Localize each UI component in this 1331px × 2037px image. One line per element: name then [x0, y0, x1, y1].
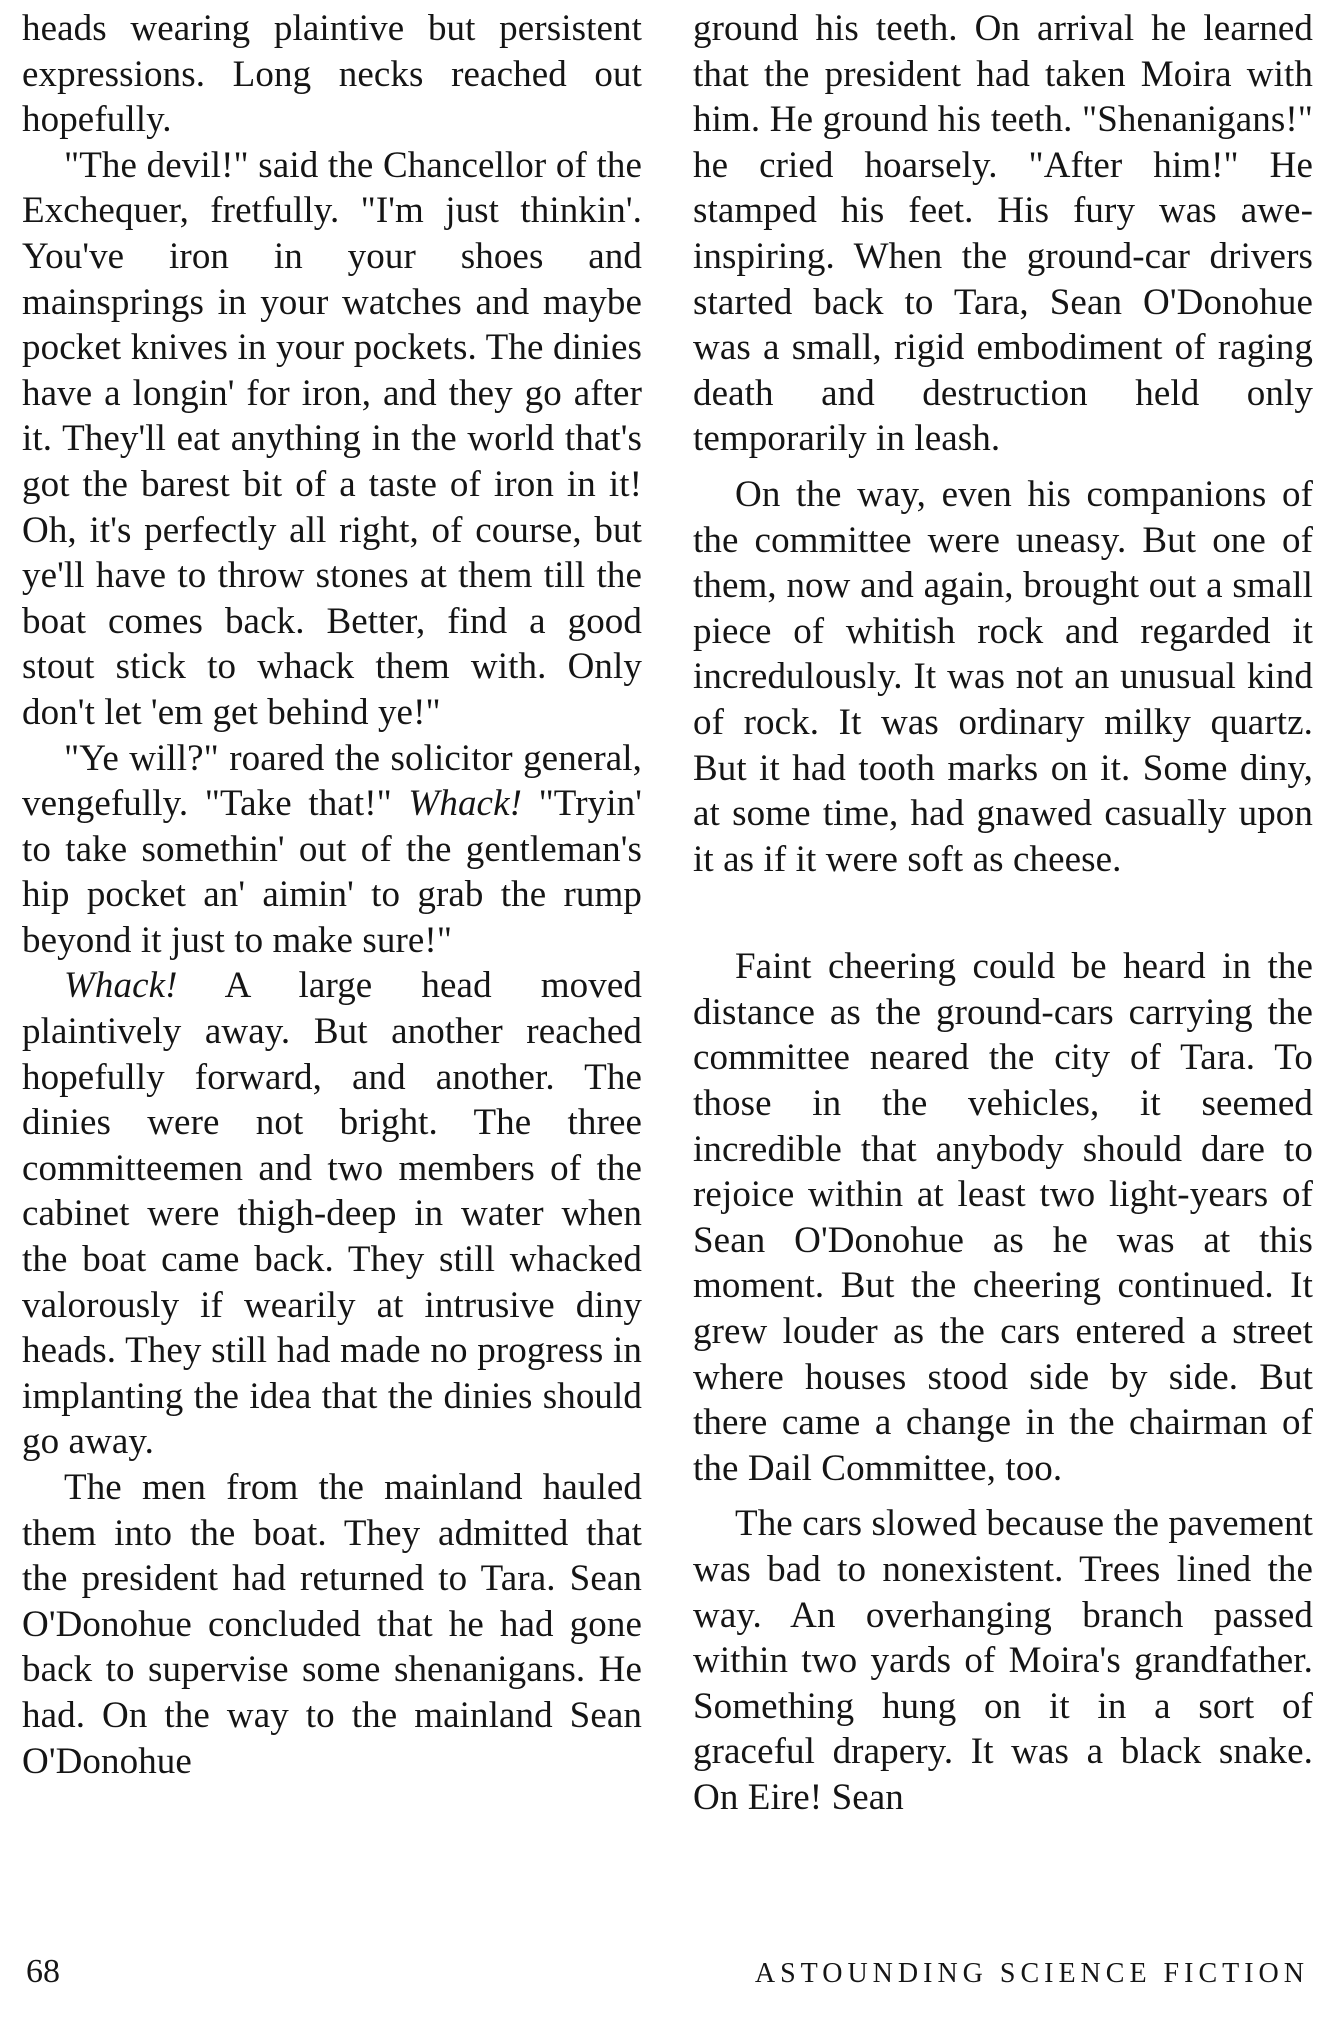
text-run: A large head moved plaintively away. But another reached hopefully forward, and another. The dinies were not bright. The three committeemen and two members of the cabinet were thigh-deep in water when the boat came back. They still whacked valorously if wearily at intrusive diny heads. They still had made no progress in implanting the idea that the dinies should go away. — [22, 965, 642, 1463]
page-number: 68 — [26, 1953, 60, 1990]
paragraph: ground his teeth. On arrival he learned that the president had taken Moira with him. He ground his teeth. "Shenanigans!" he cried hoarsely. "After him!" He stamped his feet. His fury was awe-inspiring. When the ground-car drivers started back to Tara, Sean O'Donohue was a small, rigid embodiment of raging death and destruction held only temporarily in leash. — [693, 8, 1313, 460]
italic-text: Whack! — [64, 965, 178, 1007]
italic-text: Whack! — [408, 783, 523, 825]
paragraph: The cars slowed because the pavement was bad to nonexistent. Trees lined the way. An overhanging branch passed within two yards of Moira's grandfather. Something hung on it in a sort of graceful drapery. It was a black snake. On Eire! Sean — [693, 1503, 1313, 1818]
paragraph: On the way, even his companions of the committee were uneasy. But one of them, now and again, brought out a small piece of whitish rock and regarded it incredulously. It was not an unusual kind of rock. It was ordinary milky quartz. But it had tooth marks on it. Some diny, at some time, had gnawed casually upon it as if it were soft as cheese. — [693, 473, 1313, 880]
paragraph: heads wearing plaintive but persistent expressions. Long necks reached out hopefully. — [22, 8, 642, 141]
paragraph: The men from the mainland hauled them into the boat. They admitted that the president had returned to Tara. Sean O'Donohue concluded that he had gone back to supervise some shenanigans. He had. On the way to the mainland Sean O'Donohue — [22, 1467, 642, 1782]
paragraph: Faint cheering could be heard in the distance as the ground-cars carrying the committee neared the city of Tara. To those in the vehicles, it seemed incredible that anybody should dare to rejoice within at least two light-years of Sean O'Donohue as he was at this moment. But the cheering continued. It grew louder as the cars entered a street where houses stood side by side. But there came a change in the chairman of the Dail Committee, too. — [693, 946, 1313, 1489]
right-text-column — [693, 6, 1313, 1821]
paragraph — [22, 736, 642, 964]
text-run: "Ye will?" roared the solicitor general, vengefully. "Take that!" — [22, 737, 642, 825]
paragraph — [22, 963, 642, 1465]
paragraph: "The devil!" said the Chancellor of the Exchequer, fretfully. "I'm just thinkin'. You've iron in your shoes and mainsprings in your watches and maybe pocket knives in your pockets. The dinies have a longin' for iron, and they go after it. They'll eat anything in the world that's got the barest bit of a taste of iron in it! Oh, it's perfectly all right, of course, but ye'll have to throw stones at them till the boat comes back. Better, find a good stout stick to whack them with. Only don't let 'em get behind ye!" — [22, 144, 642, 733]
text-run: "Tryin' to take somethin' out of the gentleman's hip pocket an' aimin' to grab the rump beyond it just to make sure!" — [22, 783, 642, 961]
left-text-column — [22, 6, 642, 1784]
running-title: ASTOUNDING SCIENCE FICTION — [754, 1958, 1309, 1989]
page-footer — [0, 1952, 1331, 2002]
